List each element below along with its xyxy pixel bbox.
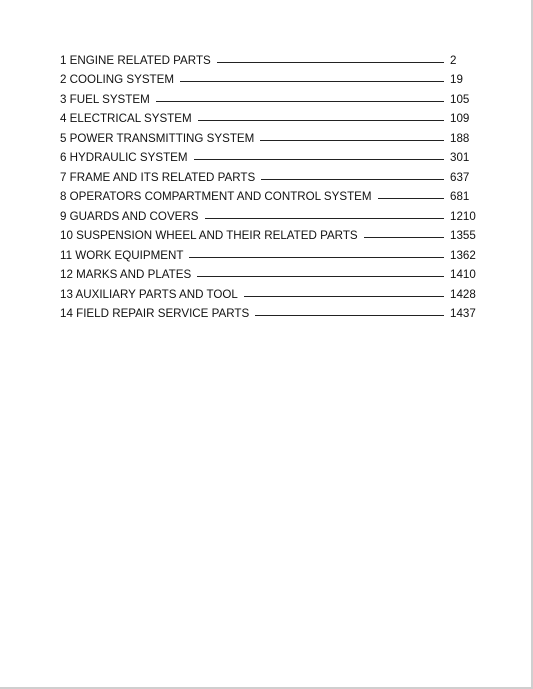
toc-entry[interactable] [60, 281, 480, 301]
toc-entry[interactable] [60, 164, 480, 184]
toc-leader-line [217, 61, 444, 63]
toc-leader-line [194, 158, 444, 160]
toc-entry-page: 2 [450, 53, 457, 67]
toc-leader-line [189, 256, 444, 258]
toc-entry-page: 1355 [450, 229, 476, 242]
toc-entry-page: 109 [450, 112, 470, 125]
toc-entry-title: 3 FUEL SYSTEM [60, 92, 150, 106]
toc-entry-page: 1428 [450, 287, 476, 301]
toc-entry[interactable] [60, 145, 480, 165]
toc-leader-line [364, 236, 444, 238]
toc-entry-title: 5 POWER TRANSMITTING SYSTEM [60, 131, 255, 145]
toc-leader-line [205, 217, 444, 219]
toc-entry-page: 301 [450, 151, 470, 164]
toc-leader-line [180, 80, 444, 82]
toc-entry[interactable] [60, 86, 480, 106]
toc-leader-line [156, 100, 444, 102]
toc-entry-title: 6 HYDRAULIC SYSTEM [60, 151, 188, 164]
toc-leader-line [244, 295, 444, 297]
toc-entry-page: 19 [450, 73, 463, 86]
toc-leader-line [197, 275, 444, 277]
toc-entry-title: 2 COOLING SYSTEM [60, 73, 175, 86]
table-of-contents [60, 47, 480, 320]
toc-entry-page: 1410 [450, 268, 476, 281]
toc-entry-page: 637 [450, 170, 470, 184]
toc-entry[interactable] [60, 67, 480, 87]
toc-entry-page: 1210 [450, 209, 476, 223]
toc-entry[interactable] [60, 301, 480, 321]
toc-entry[interactable] [60, 242, 480, 262]
toc-entry[interactable] [60, 47, 480, 67]
toc-entry-page: 1362 [450, 248, 476, 262]
toc-entry-page: 188 [450, 131, 470, 145]
toc-entry-page: 1437 [450, 307, 476, 320]
toc-entry-title: 8 OPERATORS COMPARTMENT AND CONTROL SYSTEM [60, 190, 372, 203]
toc-entry[interactable] [60, 106, 480, 126]
toc-entry-title: 7 FRAME AND ITS RELATED PARTS [60, 170, 256, 184]
toc-leader-line [198, 119, 444, 121]
toc-entry[interactable] [60, 223, 480, 243]
toc-entry-title: 13 AUXILIARY PARTS AND TOOL [60, 287, 238, 301]
toc-entry[interactable] [60, 125, 480, 145]
toc-leader-line [378, 197, 444, 199]
toc-entry[interactable] [60, 203, 480, 223]
toc-entry-title: 4 ELECTRICAL SYSTEM [60, 112, 192, 125]
toc-leader-line [261, 178, 444, 180]
toc-entry-page: 105 [450, 92, 470, 106]
toc-entry-title: 11 WORK EQUIPMENT [60, 248, 184, 262]
toc-entry-title: 1 ENGINE RELATED PARTS [60, 53, 211, 67]
toc-entry[interactable] [60, 262, 480, 282]
toc-entry-title: 10 SUSPENSION WHEEL AND THEIR RELATED PARTS [60, 229, 358, 242]
toc-entry-page: 681 [450, 190, 470, 203]
toc-leader-line [260, 139, 444, 141]
toc-entry-title: 12 MARKS AND PLATES [60, 268, 192, 281]
toc-entry-title: 9 GUARDS AND COVERS [60, 209, 199, 223]
toc-entry[interactable] [60, 184, 480, 204]
toc-leader-line [255, 314, 444, 316]
toc-entry-title: 14 FIELD REPAIR SERVICE PARTS [60, 307, 250, 320]
